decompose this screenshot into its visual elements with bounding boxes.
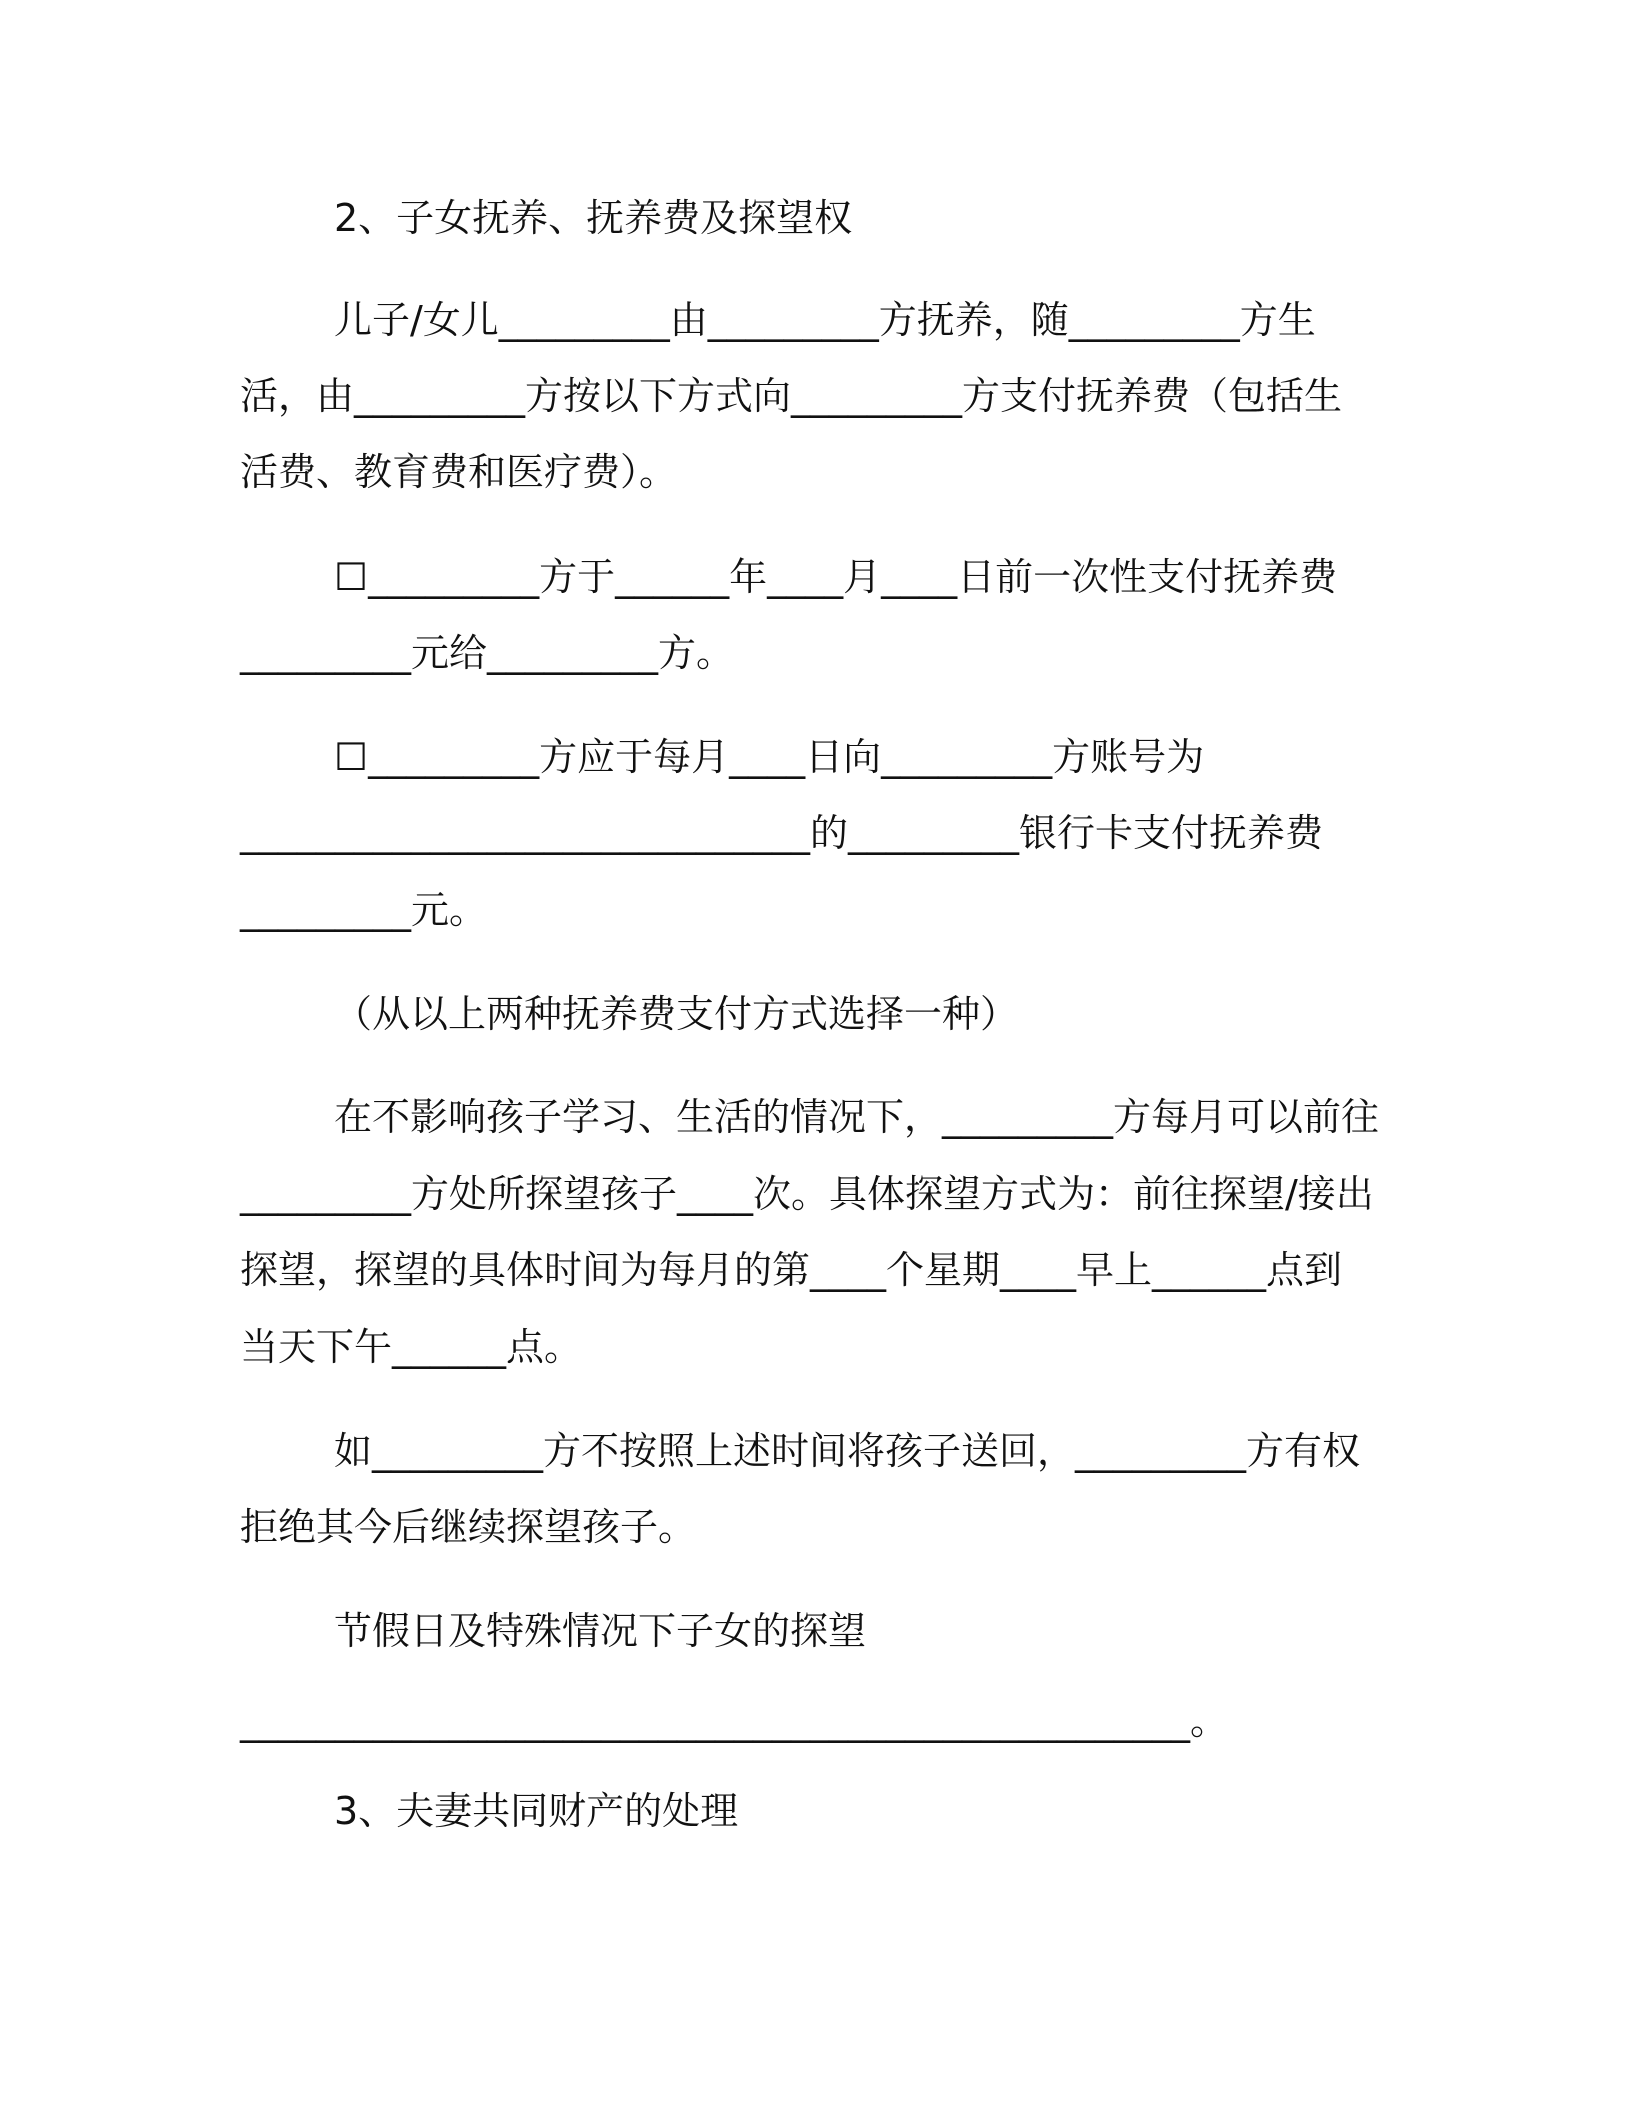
- visitation-paragraph-line-2: _________方处所探望孩子____次。具体探望方式为：前往探望/接出: [240, 1172, 1374, 1216]
- monthly-option-line-1: ☐_________方应于每月____日向_________方账号为: [334, 735, 1205, 779]
- return-clause-line-2: 拒绝其今后继续探望孩子。: [240, 1505, 697, 1549]
- return-clause-line-1: 如_________方不按照上述时间将孩子送回，_________方有权: [334, 1429, 1361, 1473]
- custody-paragraph-line-3: 活费、教育费和医疗费）。: [240, 450, 678, 494]
- lump-sum-option-line-1: ☐_________方于______年____月____日前一次性支付抚养费: [334, 555, 1338, 599]
- visitation-paragraph-line-3: 探望，探望的具体时间为每月的第____个星期____早上______点到: [240, 1248, 1343, 1292]
- custody-paragraph-line-1: 儿子/女儿_________由_________方抚养，随_________方生: [334, 298, 1316, 342]
- visitation-paragraph-line-1: 在不影响孩子学习、生活的情况下，_________方每月可以前往: [334, 1095, 1380, 1139]
- choose-one-note: （从以上两种抚养费支付方式选择一种）: [334, 992, 1019, 1036]
- holiday-visitation-blank: __________________________________________________。: [240, 1699, 1229, 1743]
- custody-paragraph-line-2: 活，由_________方按以下方式向_________方支付抚养费（包括生: [240, 374, 1343, 418]
- section-heading-2: 2、子女抚养、抚养费及探望权: [334, 196, 853, 240]
- monthly-option-line-3: _________元。: [240, 888, 488, 932]
- visitation-paragraph-line-4: 当天下午______点。: [240, 1325, 583, 1369]
- section-heading-3: 3、夫妻共同财产的处理: [334, 1789, 739, 1833]
- lump-sum-option-line-2: _________元给_________方。: [240, 631, 735, 675]
- monthly-option-line-2: ______________________________的_________银行卡支付抚养费: [240, 811, 1324, 855]
- holiday-visitation-heading: 节假日及特殊情况下子女的探望: [334, 1609, 867, 1653]
